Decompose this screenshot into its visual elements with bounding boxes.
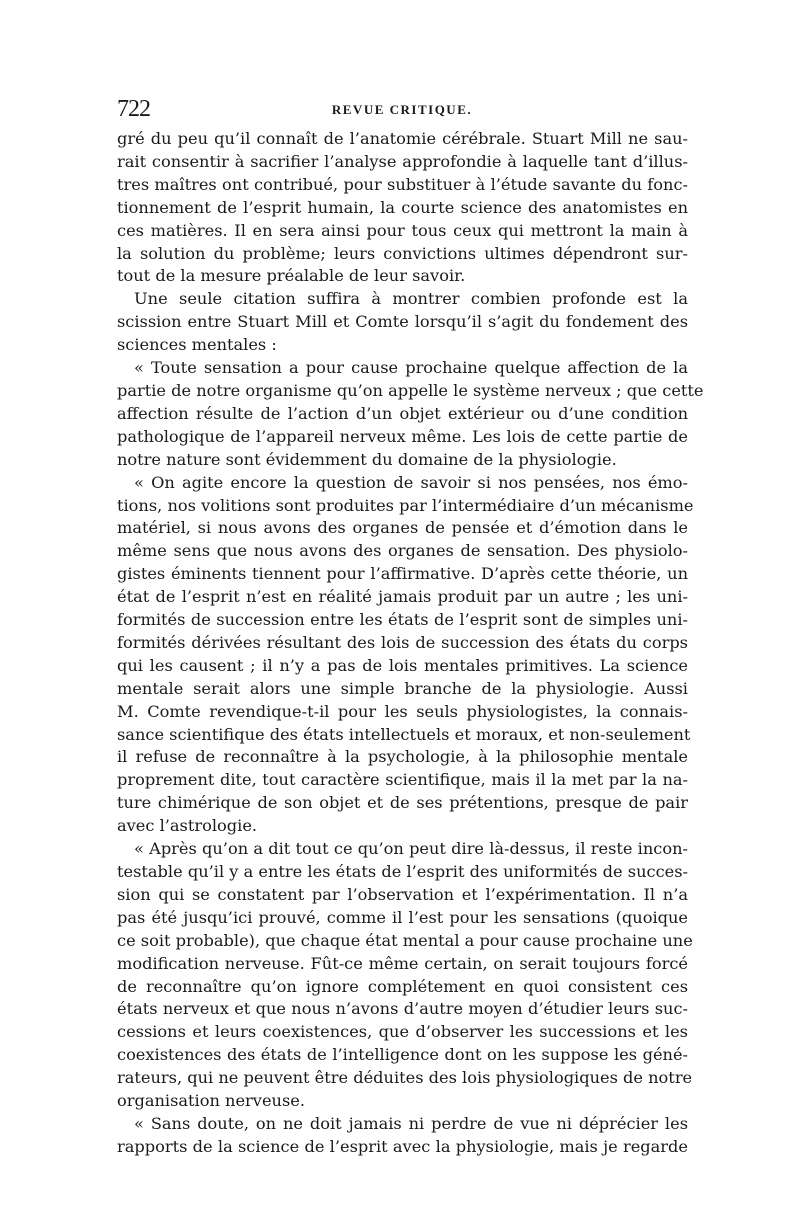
paragraph [117,288,688,357]
text-line: gistes éminents tiennent pour l’affirmative. D’après cette théorie, un [117,564,688,584]
text-line: tionnement de l’esprit humain, la courte science des anatomistes en [117,197,688,217]
text-line: sciences mentales : [117,335,277,355]
paragraph [117,838,693,1113]
page-number: 722 [117,96,150,122]
running-title: REVUE CRITIQUE. [331,102,473,117]
text-line: la solution du problème; leurs convictions ultimes dépendront sur- [117,243,688,263]
body-text [117,128,704,1159]
text-line: qui les causent ; il n’y a pas de lois mentales primitives. La science [117,655,688,675]
text-line: même sens que nous avons des organes de sensation. Des physiolo- [117,541,688,561]
text-line: gré du peu qu’il connaît de l’anatomie cérébrale. Stuart Mill ne sau- [117,129,688,148]
text-line: pathologique de l’appareil nerveux même. Les lois de cette partie de [117,426,688,446]
text-line: affection résulte de l’action d’un objet extérieur ou d’une condition [117,403,688,423]
text-line: formités dérivées résultant des lois de succession des états du corps [117,632,688,652]
text-line: partie de notre organisme qu’on appelle le système nerveux ; que cette [117,380,704,400]
text-line: avec l’astrologie. [117,816,258,836]
text-line: M. Comte revendique-t-il pour les seuls physiologistes, la connais- [117,701,688,721]
paragraph [117,1113,688,1159]
text-line: pas été jusqu’ici prouvé, comme il l’est pour les sensations (quoique [117,907,688,927]
text-line: tres maîtres ont contribué, pour substituer à l’étude savante du fonc- [117,174,688,194]
text-line: matériel, si nous avons des organes de pensée et d’émotion dans le [117,518,688,538]
text-line: tions, nos volitions sont produites par l’intermédiaire d’un mécanisme [117,495,694,515]
text-line: de reconnaître qu’on ignore complétement en quoi consistent ces [117,976,688,996]
text-line: proprement dite, tout caractère scientifique, mais il la met par la na- [117,770,688,790]
text-line: scission entre Stuart Mill et Comte lorsqu’il s’agit du fondement des [117,312,688,332]
text-line: tout de la mesure préalable de leur savoir. [117,266,466,286]
paragraph [117,357,704,472]
text-line: sion qui se constatent par l’observation et l’expérimentation. Il n’a [117,884,688,904]
text-line: rateurs, qui ne peuvent être déduites des lois physiologiques de notre [117,1068,693,1088]
text-line: coexistences des états de l’intelligence dont on les suppose les géné- [117,1045,688,1065]
paragraph [117,472,694,839]
text-line: « Sans doute, on ne doit jamais ni perdre de vue ni déprécier les [134,1113,688,1133]
text-line: ce soit probable), que chaque état mental a pour cause prochaine une [117,930,693,950]
text-line: ces matières. Il en sera ainsi pour tous ceux qui mettront la main à [117,220,688,240]
text-line: testable qu’il y a entre les états de l’esprit des uniformités de succes- [117,862,688,881]
text-line: rapports de la science de l’esprit avec la physiologie, mais je regarde [117,1136,688,1156]
text-line: organisation nerveuse. [117,1091,305,1111]
text-line: ture chimérique de son objet et de ses prétentions, presque de pair [117,793,688,813]
text-line: Une seule citation suffira à montrer combien profonde est la [134,289,688,309]
text-line: il refuse de reconnaître à la psychologie, à la philosophie mentale [117,747,688,767]
text-line: état de l’esprit n’est en réalité jamais produit par un autre ; les uni- [117,587,688,607]
paragraph [117,128,688,288]
page-header [117,96,687,128]
text-line: cessions et leurs coexistences, que d’observer les successions et les [117,1022,688,1042]
text-line: formités de succession entre les états de l’esprit sont de simples uni- [117,610,688,630]
text-line: états nerveux et que nous n’avons d’autre moyen d’étudier leurs suc- [117,999,688,1019]
text-line: notre nature sont évidemment du domaine de la physiologie. [117,449,617,469]
text-line: sance scientifique des états intellectuels et moraux, et non-seulement [117,724,691,744]
text-line: « Toute sensation a pour cause prochaine quelque affection de la [134,358,688,378]
text-line: rait consentir à sacrifier l’analyse approfondie à laquelle tant d’illus- [117,151,688,171]
text-line: mentale serait alors une simple branche de la physiologie. Aussi [117,678,688,698]
text-line: « Après qu’on a dit tout ce qu’on peut dire là-dessus, il reste incon- [134,839,688,859]
text-line: « On agite encore la question de savoir si nos pensées, nos émo- [134,472,688,492]
text-line: modification nerveuse. Fût-ce même certain, on serait toujours forcé [117,953,688,973]
